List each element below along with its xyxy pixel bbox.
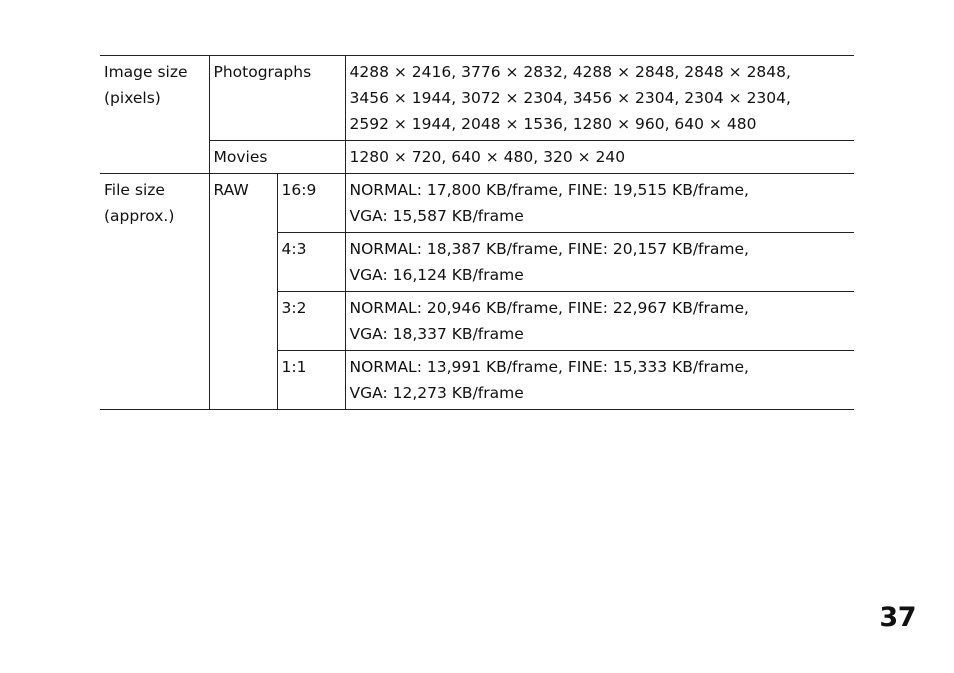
image-size-label: Image size xyxy=(104,63,188,81)
table-row xyxy=(100,174,854,233)
ratio-cell xyxy=(277,292,345,351)
file-size-vga: VGA: 18,337 KB/frame xyxy=(349,325,524,343)
image-size-unit: (pixels) xyxy=(104,89,161,107)
file-size-value-cell xyxy=(345,174,854,233)
file-size-label: File size xyxy=(104,181,165,199)
file-size-vga: VGA: 15,587 KB/frame xyxy=(349,207,524,225)
file-size-value-cell xyxy=(345,233,854,292)
image-size-label-cell xyxy=(100,56,209,174)
file-size-value-cell xyxy=(345,351,854,410)
photographs-label: Photographs xyxy=(213,63,312,81)
table-row xyxy=(100,141,854,174)
file-size-label-cell xyxy=(100,174,209,410)
table-row xyxy=(100,56,854,141)
aspect-ratio-label: 4:3 xyxy=(281,240,307,258)
photographs-label-cell xyxy=(209,56,345,141)
raw-format-label: RAW xyxy=(213,181,249,199)
photographs-sizes-line: 3456 × 1944, 3072 × 2304, 3456 × 2304, 2304 × 2304, xyxy=(349,89,791,107)
movies-sizes: 1280 × 720, 640 × 480, 320 × 240 xyxy=(349,148,626,166)
page-number: 37 xyxy=(879,602,916,633)
ratio-cell xyxy=(277,351,345,410)
file-size-vga: VGA: 16,124 KB/frame xyxy=(349,266,524,284)
movies-label: Movies xyxy=(213,148,268,166)
raw-format-cell xyxy=(209,174,277,410)
aspect-ratio-label: 16:9 xyxy=(281,181,317,199)
file-size-normal-fine: NORMAL: 18,387 KB/frame, FINE: 20,157 KB/frame, xyxy=(349,240,749,258)
photographs-sizes-line: 4288 × 2416, 3776 × 2832, 4288 × 2848, 2848 × 2848, xyxy=(349,63,791,81)
file-size-approx: (approx.) xyxy=(104,207,175,225)
movies-value-cell xyxy=(345,141,854,174)
file-size-normal-fine: NORMAL: 17,800 KB/frame, FINE: 19,515 KB/frame, xyxy=(349,181,749,199)
file-size-normal-fine: NORMAL: 13,991 KB/frame, FINE: 15,333 KB/frame, xyxy=(349,358,749,376)
file-size-value-cell xyxy=(345,292,854,351)
aspect-ratio-label: 3:2 xyxy=(281,299,307,317)
movies-label-cell xyxy=(209,141,345,174)
file-size-normal-fine: NORMAL: 20,946 KB/frame, FINE: 22,967 KB/frame, xyxy=(349,299,749,317)
aspect-ratio-label: 1:1 xyxy=(281,358,307,376)
specifications-table xyxy=(100,55,854,410)
file-size-vga: VGA: 12,273 KB/frame xyxy=(349,384,524,402)
ratio-cell xyxy=(277,174,345,233)
photographs-value-cell xyxy=(345,56,854,141)
photographs-sizes-line: 2592 × 1944, 2048 × 1536, 1280 × 960, 640 × 480 xyxy=(349,115,757,133)
ratio-cell xyxy=(277,233,345,292)
